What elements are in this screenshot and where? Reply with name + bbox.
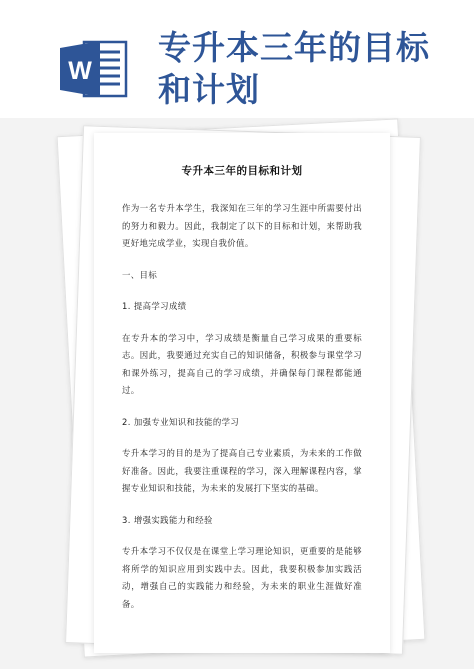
document-page	[94, 133, 390, 653]
item-heading: 3. 增强实践能力和经验	[122, 514, 213, 525]
word-icon-letter: W	[68, 57, 92, 85]
item-body: 在专升本的学习中，学习成绩是衡量自己学习成果的重要标志。因此，我要通过充实自己的知识储备，积极参与课堂学习和课外练习，提高自己的学习成绩，并确保每门课程都能通过。	[122, 332, 362, 395]
item-body: 专升本学习不仅仅是在课堂上学习理论知识，更重要的是能够将所学的知识应用到实践中去。因此，我要积极参加实践活动，增强自己的实践能力和经验，为未来的职业生涯做好准备。	[122, 546, 362, 609]
word-doc-icon	[58, 38, 130, 100]
item-heading: 2. 加强专业知识和技能的学习	[122, 416, 240, 427]
banner-title-line2: 和计划	[158, 70, 260, 109]
item-body: 专升本学习的目的是为了提高自己专业素质，为未来的工作做好准备。因此，我要注重课程的学习，深入理解课程内容，掌握专业知识和技能，为未来的发展打下坚实的基础。	[122, 448, 362, 493]
banner-title-line1: 专升本三年的目标	[158, 28, 430, 67]
banner	[0, 0, 474, 125]
banner-title	[158, 27, 458, 111]
section-heading: 一、目标	[122, 269, 158, 280]
intro-paragraph: 作为一名专升本学生，我深知在三年的学习生涯中所需要付出的努力和毅力。因此，我制定了以下的目标和计划，来帮助我更好地完成学业，实现自我价值。	[122, 203, 362, 248]
document-title: 专升本三年的目标和计划	[181, 165, 303, 177]
item-heading: 1. 提高学习成绩	[122, 301, 187, 311]
